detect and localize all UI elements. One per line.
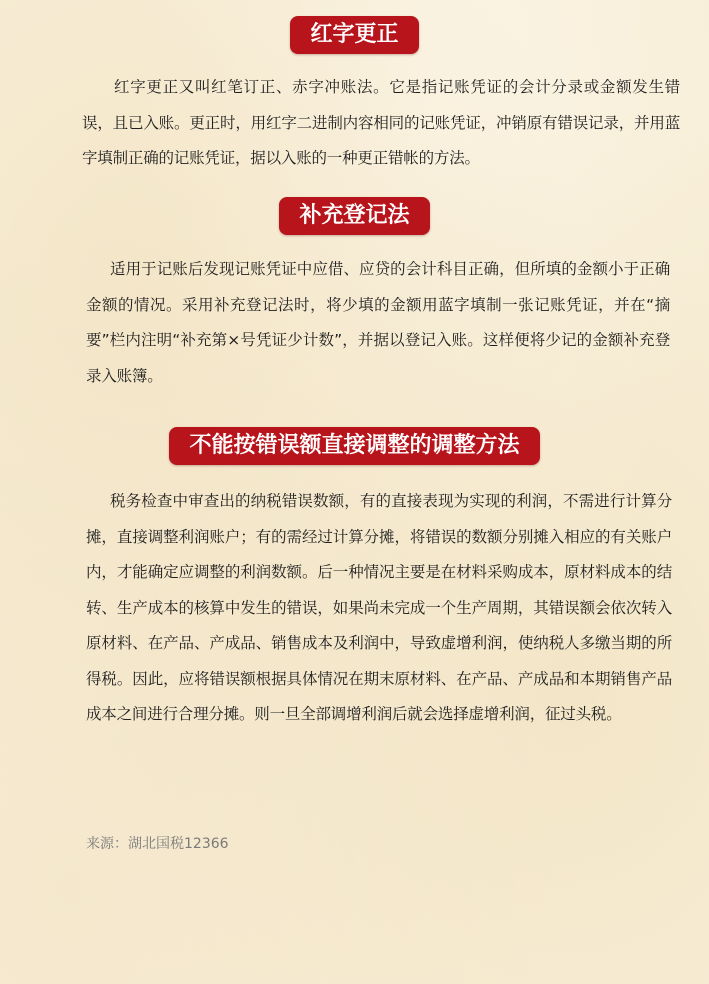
paragraph-supplementary-entry: 适用于记账后发现记账凭证中应借、应贷的会计科目正确，但所填的金额小于正确金额的情况。采用补充登记法时，将少填的金额用蓝字填制一张记账凭证，并在“摘要”栏内注明“补充第×号凭证少计数”，并据以登记入账。这样便将少记的金额补充登录入账簿。 [86, 260, 670, 385]
paragraph-indirect-adjustment: 税务检查中审查出的纳税错误数额，有的直接表现为实现的利润，不需进行计算分摊，直接调整利润账户；有的需经过计算分摊，将错误的数额分别摊入相应的有关账户内，才能确定应调整的利润数额。后一种情况主要是在材料采购成本，原材料成本的结转、生产成本的核算中发生的错误，如果尚未完成一个生产周期，其错误额会依次转入原材料、在产品、产成品、销售成本及利润中，导致虚增利润，使纳税人多缴当期的所得税。因此，应将错误额根据具体情况在期末原材料、在产品、产成品和本期销售产品成本之间进行合理分摊。则一旦全部调增利润后就会选择虚增利润，征过头税。 [86, 492, 672, 723]
section-heading-indirect-adjustment: 不能按错误额直接调整的调整方法 [169, 427, 539, 465]
section-heading-red-correction: 红字更正 [290, 16, 418, 54]
source-credit: 来源：湖北国税12366 [86, 836, 229, 852]
section-heading-supplementary-entry: 补充登记法 [279, 197, 429, 235]
section-heading-wrap-3 [0, 427, 709, 465]
section-heading-wrap-2 [0, 197, 709, 235]
section-heading-wrap-1 [0, 16, 709, 54]
paragraph-red-correction: 红字更正又叫红笔订正、赤字冲账法。它是指记账凭证的会计分录或金额发生错误，且已入账。更正时，用红字二进制内容相同的记账凭证，冲销原有错误记录，并用蓝字填制正确的记账凭证，据以入账的一种更正错帐的方法。 [82, 78, 680, 167]
